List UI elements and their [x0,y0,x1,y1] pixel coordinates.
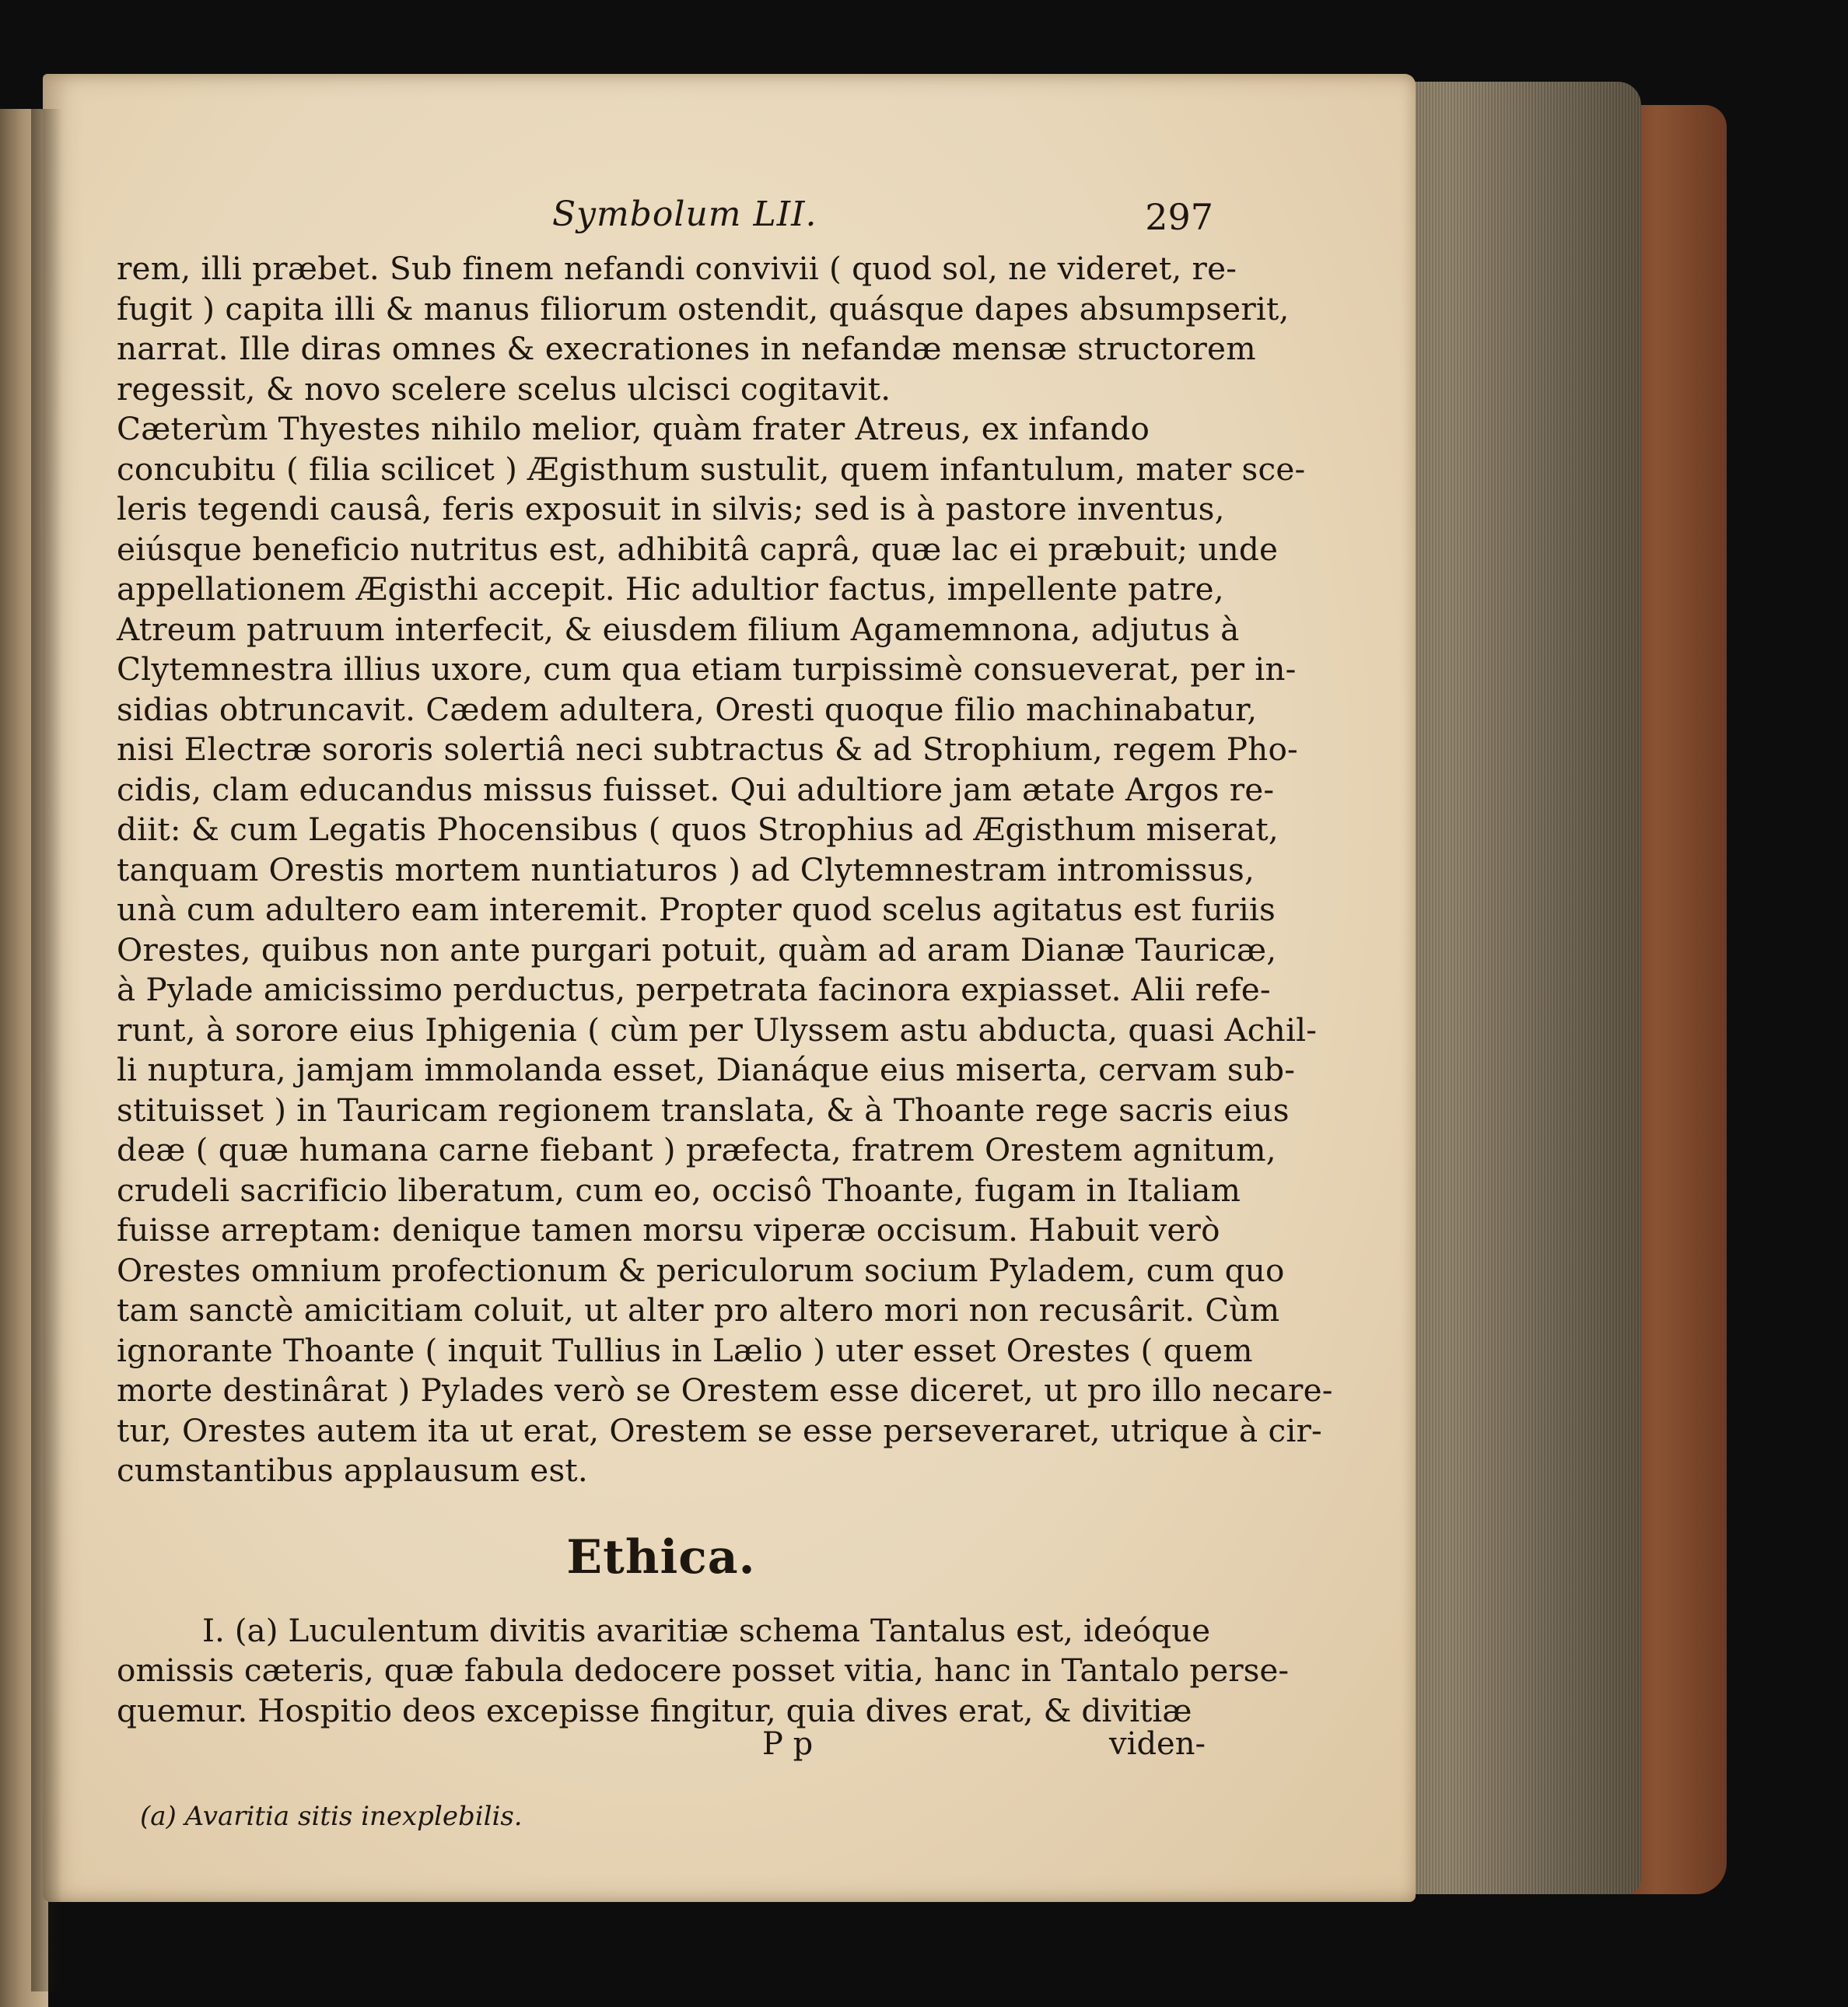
text-line: cidis, clam educandus missus fuisset. Qui adultiore jam ætate Argos re- [117,770,1275,808]
text-line: deæ ( quæ humana carne fiebant ) præfecta, fratrem Orestem agnitum, [117,1131,1276,1168]
text-line: sidias obtruncavit. Cædem adultera, Oresti quoque filio machinabatur, [117,690,1258,728]
text-line: ignorante Thoante ( inquit Tullius in Lælio ) uter esset Orestes ( quem [117,1331,1253,1369]
text-line: à Pylade amicissimo perductus, perpetrata facinora expiasset. Alii refe- [117,971,1271,1008]
text-line: tur, Orestes autem ita ut erat, Orestem se esse perseveraret, utrique à cir- [117,1411,1322,1449]
signature-row [117,1726,1206,1771]
text-line: quemur. Hospitio deos excepisse fingitur, quia dives erat, & divitiæ [117,1691,1192,1729]
page-number: 297 [1145,196,1213,238]
text-line: Cæterùm Thyestes nihilo melior, quàm frater Atreus, ex infando [117,410,1150,447]
text-line: tam sanctè amicitiam coluit, ut alter pro altero mori non recusârit. Cùm [117,1291,1280,1329]
text-line: I. (a) Luculentum divitis avaritiæ schema Tantalus est, ideóque [202,1611,1211,1649]
text-line: runt, à sorore eius Iphigenia ( cùm per Ulyssem astu abducta, quasi Achil- [117,1011,1318,1049]
text-line: Atreum patruum interfecit, & eiusdem filium Agamemnona, adjutus à [117,610,1240,648]
text-line: eiúsque beneficio nutritus est, adhibitâ caprâ, quæ lac ei præbuit; unde [117,530,1279,568]
footnote: (a) Avaritia sitis inexplebilis. [140,1801,523,1832]
text-line: tanquam Orestis mortem nuntiaturos ) ad Clytemnestram intromissus, [117,850,1255,888]
text-line: stituisset ) in Tauricam regionem translata, & à Thoante rege sacris eius [117,1091,1290,1129]
text-block [117,194,1333,1832]
body-text [117,249,1333,1491]
text-line: Orestes, quibus non ante purgari potuit, quàm ad aram Dianæ Tauricæ, [117,930,1277,968]
text-line: Orestes omnium profectionum & periculorum socium Pyladem, cum quo [117,1251,1285,1289]
text-line: Clytemnestra illius uxore, cum qua etiam turpissimè consueverat, per in- [117,650,1297,688]
text-line: narrat. Ille diras omnes & execrationes in nefandæ mensæ structorem [117,330,1256,367]
text-line: regessit, & novo scelere scelus ulcisci cogitavit. [117,370,891,408]
text-line: appellationem Ægisthi accepit. Hic adultior factus, impellente patre, [117,570,1224,608]
text-line: li nuptura, jamjam immolanda esset, Dianáque eius miserta, cervam sub- [117,1051,1296,1088]
text-line: morte destinârat ) Pylades verò se Orestem esse diceret, ut pro illo necare- [117,1371,1333,1409]
text-line: nisi Electræ sororis solertiâ neci subtractus & ad Strophium, regem Pho- [117,730,1298,768]
running-head [117,194,1213,249]
text-line: omissis cæteris, quæ fabula dedocere posset vitia, hanc in Tantalo perse- [117,1651,1290,1689]
text-line: rem, illi præbet. Sub finem nefandi convivii ( quod sol, ne videret, re- [117,250,1237,287]
text-line: fuisse arreptam: denique tamen morsu viperæ occisum. Habuit verò [117,1211,1220,1249]
text-line: crudeli sacrificio liberatum, cum eo, occisô Thoante, fugam in Italiam [117,1171,1241,1209]
running-head-title: Symbolum LII. [552,194,817,234]
text-line: leris tegendi causâ, feris exposuit in silvis; sed is à pastore inventus, [117,490,1225,527]
text-line: concubitu ( filia scilicet ) Ægisthum sustulit, quem infantulum, mater sce- [117,450,1306,488]
text-line: diit: & cum Legatis Phocensibus ( quos Strophius ad Ægisthum miserat, [117,811,1279,848]
text-line: fugit ) capita illi & manus filiorum ostendit, quásque dapes absumpserit, [117,289,1290,327]
catchword: viden- [1109,1726,1206,1762]
section-heading: Ethica. [566,1529,756,1585]
signature-mark: P p [762,1726,814,1762]
ethica-text [117,1611,1290,1732]
gutter-shadow [31,109,62,1991]
text-line: cumstantibus applausum est. [117,1452,588,1489]
text-line: unà cum adultero eam interemit. Propter quod scelus agitatus est furiis [117,891,1276,928]
